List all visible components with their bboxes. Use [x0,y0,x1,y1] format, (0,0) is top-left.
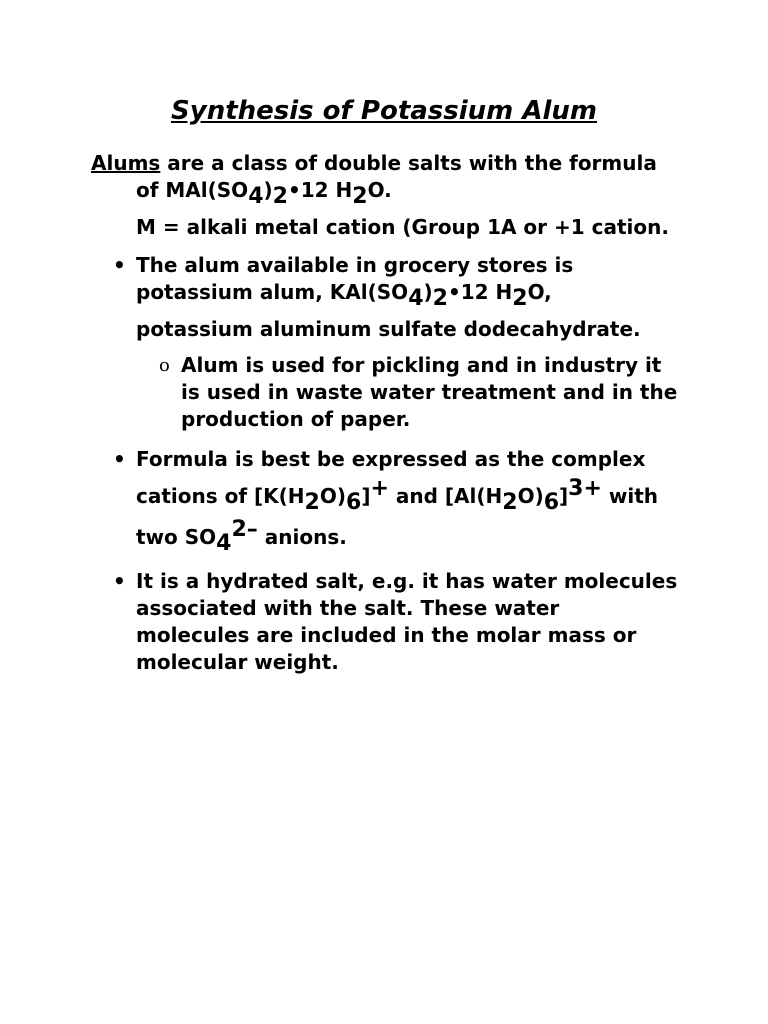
formula-text: with [601,484,659,508]
bullet-line: Formula is best be expressed as the complex [136,447,646,471]
sub-bullet-line: Alum is used for pickling and in industry it [181,353,662,377]
formula-subscript: 6 [346,490,362,515]
intro-definition-line: M = alkali metal cation (Group 1A or +1 cation. [136,215,669,239]
formula-text: O) [517,484,544,508]
formula-subscript: 2 [304,490,320,515]
formula-text: O) [319,484,347,508]
formula-text: ) [263,178,273,202]
formula-text: •12 H [447,280,513,304]
intro-formula-line [91,177,669,209]
formula-subscript: 2 [352,184,368,209]
bullet-formula-line [136,279,641,311]
formula-subscript: 2 [512,286,528,311]
formula-subscript: 2 [272,184,288,209]
formula-text: ) [423,280,433,304]
bullet-formula-line [136,517,658,556]
formula-text: •12 H [287,178,353,202]
sub-bullet-line: production of paper. [181,407,411,431]
formula-text: and [Al(H [388,484,503,508]
bullet-line: It is a hydrated salt, e.g. it has water molecules [136,569,678,593]
bullet-marker: • [113,447,126,471]
formula-subscript: 4 [216,531,232,556]
formula-superscript: 3+ [568,476,602,501]
formula-subscript: 2 [432,286,448,311]
formula-subscript: 4 [408,286,424,311]
bullet-item-hydrated-salt [136,568,677,676]
bullet-item-complex-cations [136,446,659,556]
formula-text: two SO [136,525,217,549]
sub-bullet-line: is used in waste water treatment and in the [181,380,678,404]
bullet-line: associated with the salt. These water [136,596,560,620]
formula-text: potassium alum, KAl(SO [136,280,409,304]
bullet-item-grocery-alum [136,252,641,343]
bullet-line: The alum available in grocery stores is [136,253,574,277]
formula-text: O. [367,178,392,202]
formula-subscript: 4 [248,184,264,209]
formula-text: anions. [257,525,347,549]
intro-line-1-text: are a class of double salts with the formula [160,151,657,175]
formula-text: ] [361,484,371,508]
formula-text: cations of [K(H [136,484,305,508]
bullet-line: potassium aluminum sulfate dodecahydrate. [136,317,641,341]
formula-text: O, [527,280,552,304]
formula-subscript: 6 [543,490,560,515]
intro-paragraph [91,150,669,241]
formula-subscript: 2 [502,490,518,515]
bullet-line: molecules are included in the molar mass or [136,623,637,647]
bullet-marker: • [113,253,126,277]
formula-text: ] [559,484,569,508]
sub-bullet-item-uses [181,352,677,433]
intro-line-1 [91,150,669,177]
bullet-line: molecular weight. [136,650,339,674]
formula-superscript: + [370,476,389,501]
formula-superscript: 2– [231,517,258,542]
formula-text: of MAl(SO [136,178,249,202]
bullet-marker: • [113,569,126,593]
bullet-formula-line [136,476,659,515]
intro-term: Alums [91,151,161,175]
sub-bullet-marker: o [159,355,170,376]
page-title: Synthesis of Potassium Alum [171,96,597,126]
